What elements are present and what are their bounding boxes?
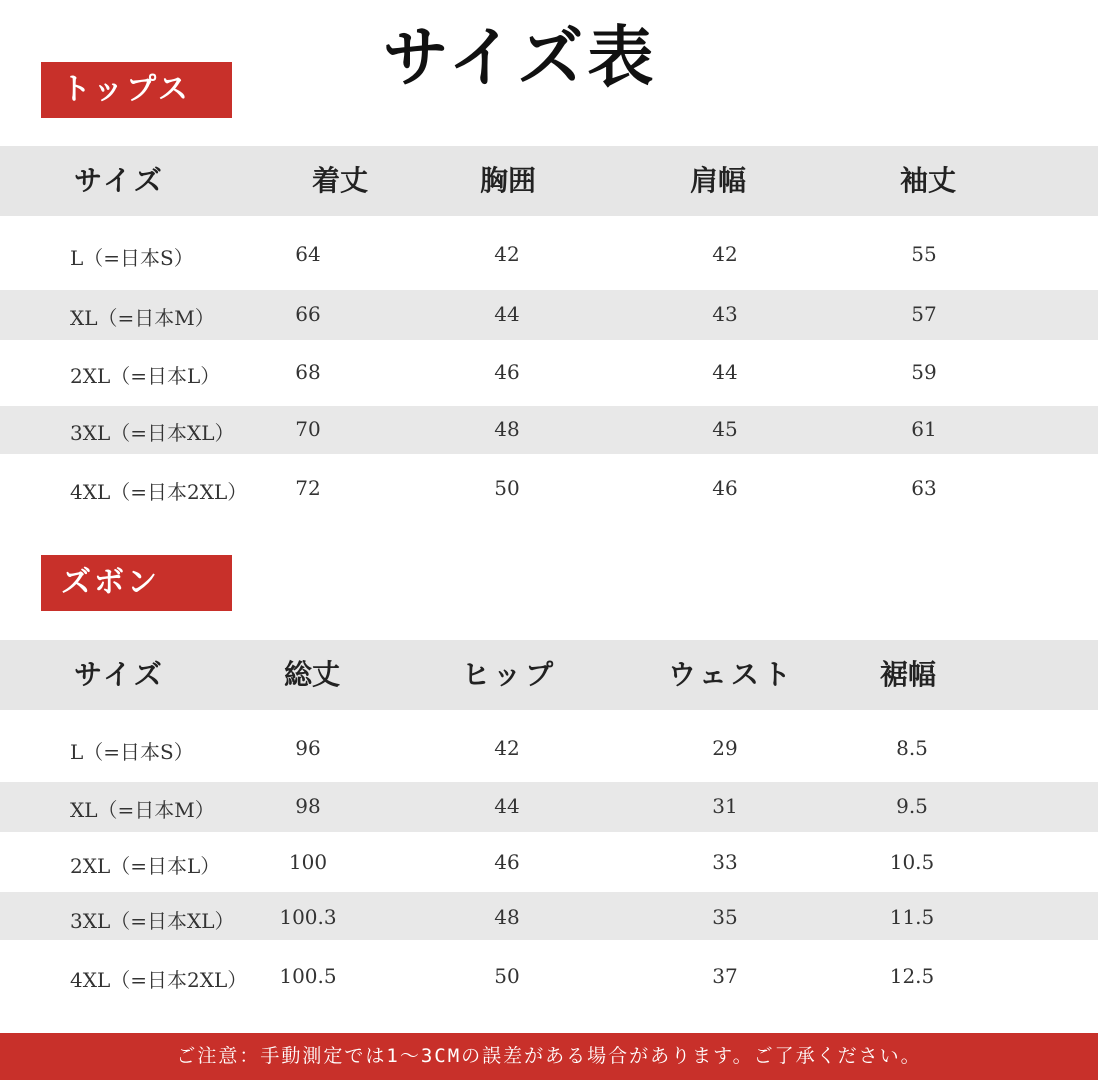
section-label-pants: ズボン — [41, 555, 232, 611]
value-cell: 33 — [712, 850, 738, 874]
table-header-row — [0, 640, 1098, 710]
tops-size-table — [0, 146, 1098, 520]
value-cell: 8.5 — [896, 736, 928, 760]
value-cell: 42 — [712, 242, 738, 266]
value-cell: 70 — [295, 417, 321, 441]
table-row — [0, 782, 1098, 832]
table-row — [0, 290, 1098, 340]
header-cell: ウェスト — [668, 658, 795, 691]
value-cell: 55 — [911, 242, 937, 266]
section-label-tops: トップス — [41, 62, 232, 118]
value-cell: 42 — [494, 736, 520, 760]
value-cell: 44 — [494, 794, 520, 818]
value-cell: 68 — [295, 360, 321, 384]
value-cell: 10.5 — [889, 850, 935, 874]
value-cell: 100 — [288, 850, 328, 874]
table-row — [0, 710, 1098, 782]
header-cell: サイズ — [74, 164, 165, 197]
value-cell: 42 — [494, 242, 520, 266]
header-cell: 肩幅 — [690, 164, 747, 197]
value-cell: 61 — [911, 417, 937, 441]
value-cell: 48 — [494, 417, 520, 441]
header-cell: 総丈 — [284, 658, 341, 691]
size-cell: 4XL（=日本2XL） — [70, 968, 248, 992]
value-cell: 57 — [911, 302, 937, 326]
value-cell: 50 — [494, 964, 520, 988]
value-cell: 59 — [911, 360, 937, 384]
value-cell: 64 — [295, 242, 321, 266]
value-cell: 63 — [911, 476, 937, 500]
table-row — [0, 406, 1098, 454]
header-cell: ヒップ — [462, 658, 558, 691]
header-cell: 裾幅 — [880, 658, 937, 691]
value-cell: 43 — [712, 302, 738, 326]
table-row — [0, 340, 1098, 406]
value-cell: 12.5 — [889, 964, 935, 988]
value-cell: 45 — [712, 417, 738, 441]
value-cell: 44 — [712, 360, 738, 384]
table-row — [0, 216, 1098, 290]
table-row — [0, 940, 1098, 1010]
size-cell: 3XL（=日本XL） — [70, 421, 235, 445]
size-cell: 2XL（=日本L） — [70, 854, 221, 878]
header-cell: 着丈 — [312, 164, 369, 197]
value-cell: 44 — [494, 302, 520, 326]
value-cell: 35 — [712, 905, 738, 929]
table-header-row — [0, 146, 1098, 216]
value-cell: 72 — [295, 476, 321, 500]
size-cell: L（=日本S） — [70, 740, 194, 764]
table-row — [0, 892, 1098, 940]
size-cell: L（=日本S） — [70, 246, 194, 270]
size-cell: 2XL（=日本L） — [70, 364, 221, 388]
value-cell: 29 — [712, 736, 738, 760]
value-cell: 98 — [295, 794, 321, 818]
page-title: サイズ表 — [382, 18, 658, 96]
size-cell: 4XL（=日本2XL） — [70, 480, 248, 504]
measurement-note: ご注意：手動測定では1～3CMの誤差がある場合があります。ご了承ください。 — [0, 1033, 1098, 1080]
value-cell: 96 — [295, 736, 321, 760]
value-cell: 46 — [494, 360, 520, 384]
size-cell: XL（=日本M） — [70, 798, 215, 822]
value-cell: 9.5 — [896, 794, 928, 818]
value-cell: 11.5 — [889, 905, 935, 929]
header-cell: 袖丈 — [900, 164, 957, 197]
value-cell: 46 — [712, 476, 738, 500]
value-cell: 100.5 — [279, 964, 337, 988]
size-cell: 3XL（=日本XL） — [70, 909, 235, 933]
header-cell: サイズ — [74, 658, 165, 691]
value-cell: 50 — [494, 476, 520, 500]
table-row — [0, 454, 1098, 520]
value-cell: 31 — [712, 794, 738, 818]
table-row — [0, 832, 1098, 892]
value-cell: 48 — [494, 905, 520, 929]
value-cell: 37 — [712, 964, 738, 988]
pants-size-table — [0, 640, 1098, 1010]
header-cell: 胸囲 — [480, 164, 537, 197]
value-cell: 46 — [494, 850, 520, 874]
value-cell: 66 — [295, 302, 321, 326]
size-cell: XL（=日本M） — [70, 306, 215, 330]
value-cell: 100.3 — [279, 905, 337, 929]
